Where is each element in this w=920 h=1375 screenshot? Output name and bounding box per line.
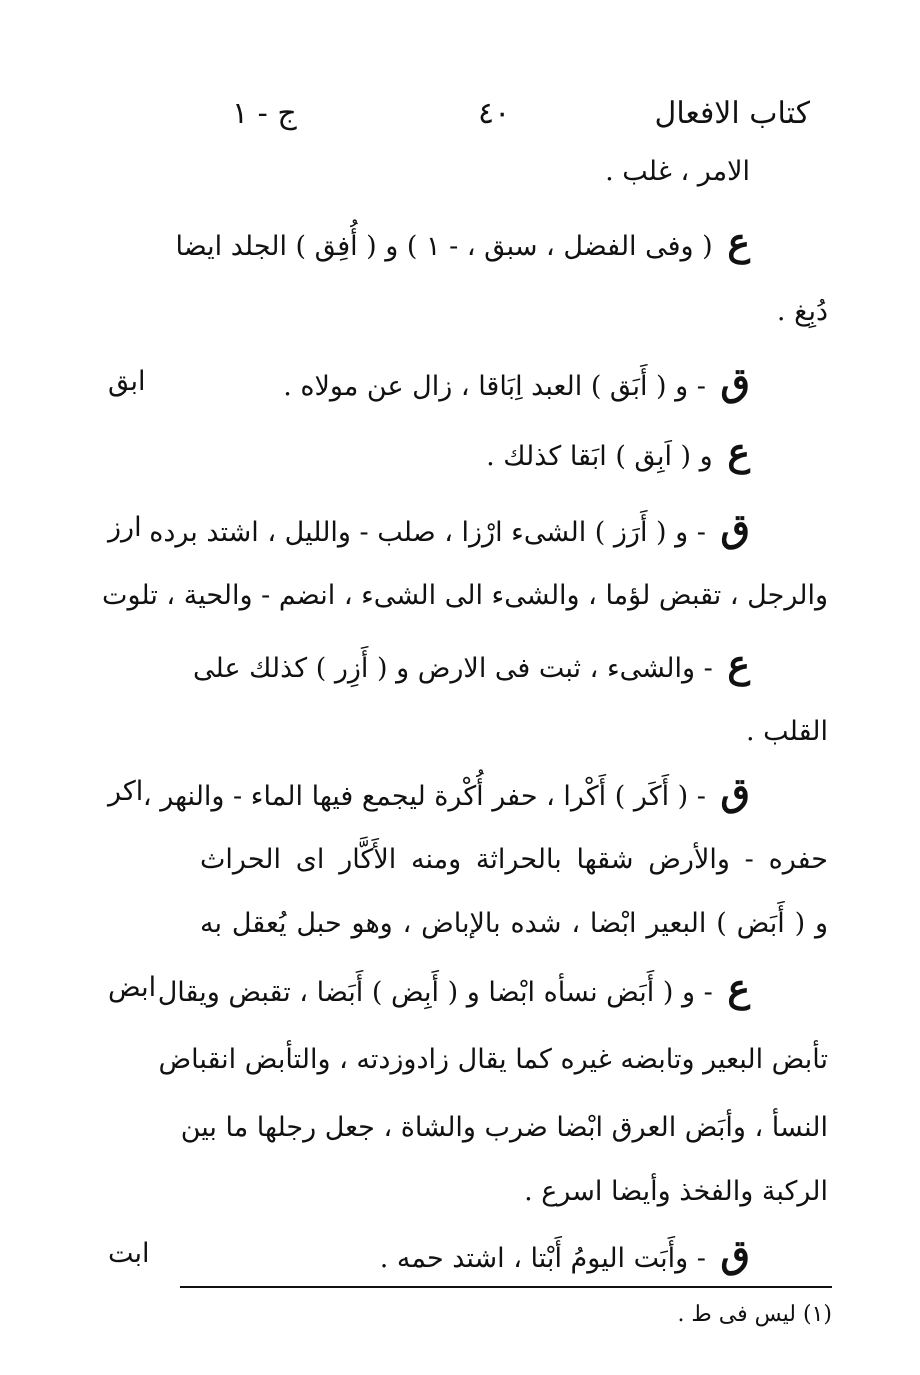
line-text: دُبِغ . xyxy=(776,296,828,327)
margin-root-word: ارز xyxy=(108,512,142,543)
line-text: تأبض البعير وتابضه غيره كما يقال زادوزدته ، والتأبض انقباض xyxy=(158,1044,828,1075)
text-line xyxy=(283,359,750,407)
line-text: و ( اَبِق ) ابَقا كذلك . xyxy=(486,441,713,472)
footnote-divider xyxy=(180,1286,832,1288)
book-title: كتاب الافعال xyxy=(654,96,810,131)
text-line xyxy=(379,1231,750,1279)
line-text: الامر ، غلب . xyxy=(605,156,750,187)
line-text: - و ( أَبَق ) العبد اِبَاقا ، زال عن مولاه . xyxy=(283,371,706,402)
text-line xyxy=(180,1108,828,1148)
line-text: النسأ ، وأبَض العرق ابْضا ضرب والشاة ، جعل رجلها ما بين xyxy=(180,1112,828,1143)
entry-marker: ق xyxy=(720,359,750,404)
line-text: - ( أَكَر ) أَكْرا ، حفر أُكْرة ليجمع فيها الماء - والنهر ، xyxy=(142,781,706,812)
entry-marker: ع xyxy=(727,219,750,264)
text-line xyxy=(157,965,750,1013)
text-line xyxy=(200,840,828,880)
text-line xyxy=(777,292,828,332)
margin-root-word: اكر xyxy=(108,776,144,807)
line-text: والرجل ، تقبض لؤما ، والشىء الى الشىء ، انضم - والحية ، تلوت xyxy=(102,580,828,611)
text-line xyxy=(486,429,750,477)
line-text: - والشىء ، ثبت فى الارض و ( أَزِر ) كذلك على xyxy=(193,653,713,684)
entry-marker: ع xyxy=(727,429,750,474)
line-text: القلب . xyxy=(745,716,828,747)
entry-marker: ق xyxy=(720,769,750,814)
entry-marker: ع xyxy=(727,965,750,1010)
entry-marker: ق xyxy=(720,1231,750,1276)
text-line xyxy=(605,152,750,192)
margin-root-word: ابت xyxy=(108,1238,150,1269)
line-text: - و ( أَبَض نسأه ابْضا و ( أَبِض ) أَبَضا ، تقبض ويقال xyxy=(157,977,713,1008)
text-line xyxy=(142,769,750,817)
entry-marker: ع xyxy=(727,641,750,686)
line-text: و ( أَبَض ) البعير ابْضا ، شده بالإباض ، وهو حبل يُعقل به xyxy=(200,908,828,939)
footnote: (١) ليس فى ط . xyxy=(677,1302,832,1327)
line-text: حفره - والأرض شقها بالحراثة ومنه الأَكَّار اى الحراث xyxy=(200,844,828,875)
line-text: - وأَبَت اليومُ أَبْتا ، اشتد حمه . xyxy=(379,1243,706,1274)
margin-root-word: ابق xyxy=(108,366,146,397)
text-line xyxy=(193,641,750,689)
text-line xyxy=(524,1172,828,1212)
text-line xyxy=(746,712,828,752)
text-line xyxy=(149,505,750,553)
text-line xyxy=(102,576,828,616)
margin-root-word: ابض xyxy=(108,972,157,1003)
line-text: الركبة والفخذ وأيضا اسرع . xyxy=(524,1176,828,1207)
line-text: - و ( أَرَز ) الشىء ارْزا ، صلب - والليل ، اشتد برده xyxy=(149,517,706,548)
entry-marker: ق xyxy=(720,505,750,550)
volume-number: ج - ١ xyxy=(232,96,297,131)
line-text: ( وفى الفضل ، سبق ، - ١ ) و ( أُفِق ) الجلد ايضا xyxy=(175,231,713,262)
text-line xyxy=(200,904,828,944)
text-line xyxy=(175,219,750,267)
text-line xyxy=(158,1040,828,1080)
page-number: ٤٠ xyxy=(478,96,511,131)
